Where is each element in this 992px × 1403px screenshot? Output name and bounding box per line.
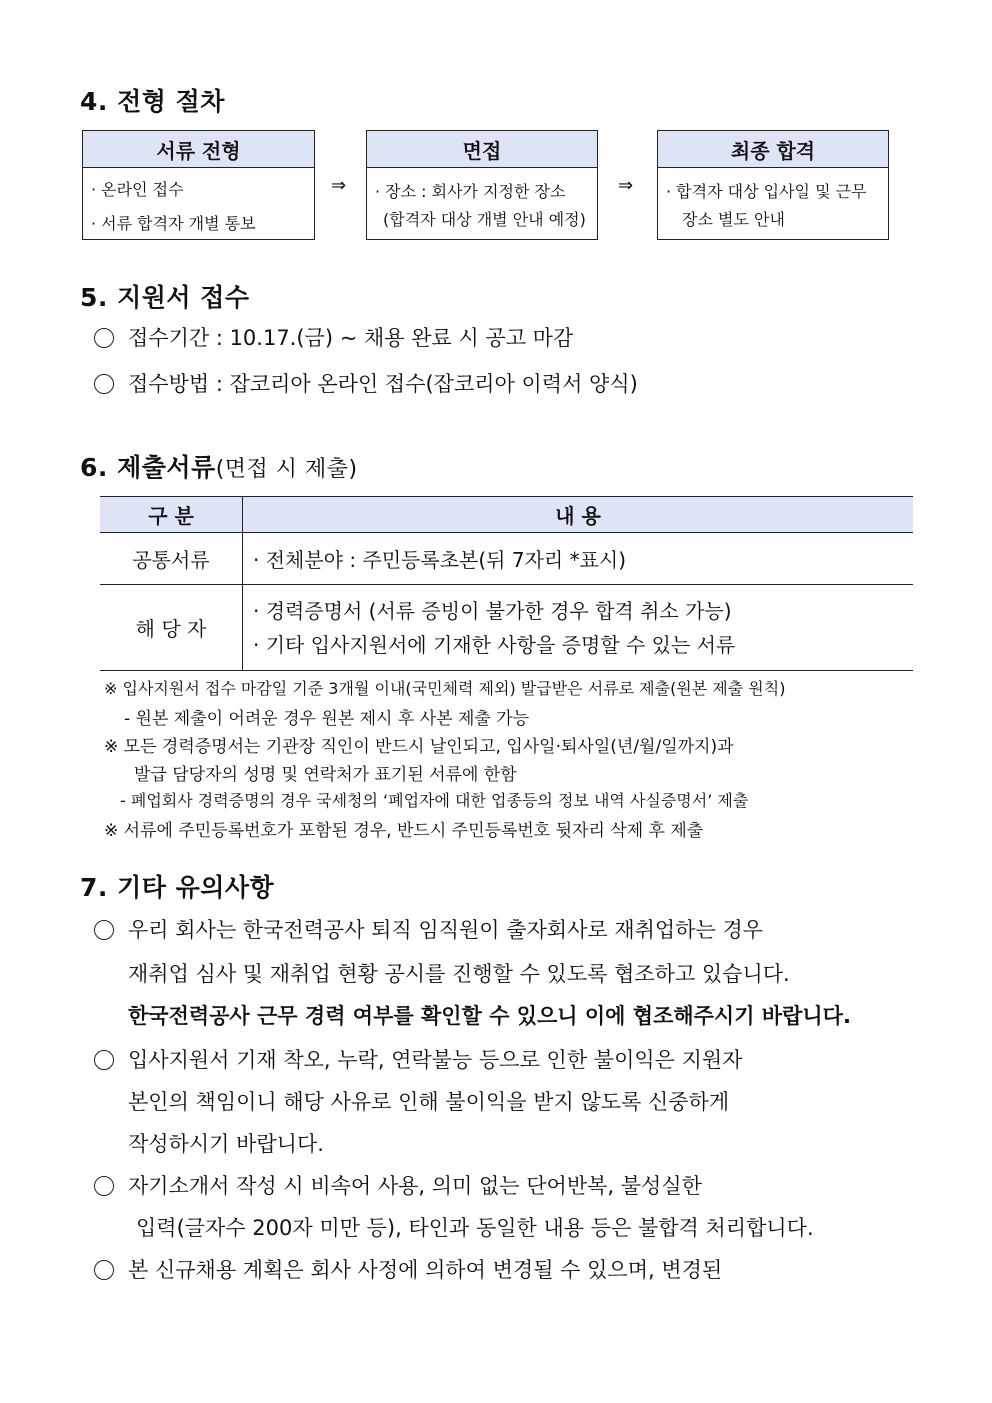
- note-line: - 폐업회사 경력증명의 경우 국세청의 ‘폐업자에 대한 업종등의 정보 내역 사실증명서’ 제출: [120, 791, 749, 810]
- list-item: [94, 322, 573, 352]
- notice-line: 본인의 책임이니 해당 사유로 인해 불이익을 받지 않도록 신중하게: [128, 1090, 730, 1114]
- list-item: [94, 1170, 702, 1200]
- row-label: 해 당 자: [100, 585, 243, 671]
- notice-line-bold: 한국전력공사 근무 경력 여부를 확인할 수 있으니 이에 협조해주시기 바랍니다.: [128, 1004, 851, 1028]
- documents-table: [100, 496, 913, 671]
- section-6-heading: [80, 448, 358, 484]
- stage-title: 최종 합격: [658, 131, 888, 168]
- list-item: [94, 914, 763, 944]
- circle-bullet-icon: [94, 1260, 114, 1280]
- row-content-line: · 경력증명서 (서류 증빙이 불가한 경우 합격 취소 가능): [253, 598, 732, 623]
- note-line: 발급 담당자의 성명 및 연락처가 표기된 서류에 한함: [134, 765, 517, 785]
- section-5-heading: 5. 지원서 접수: [80, 283, 250, 312]
- circle-bullet-icon: [94, 328, 114, 348]
- stage-document-screening: [82, 130, 315, 240]
- row-content-line: · 기타 입사지원서에 기재한 사항을 증명할 수 있는 서류: [253, 632, 736, 657]
- section-4-heading: 4. 전형 절차: [80, 87, 225, 116]
- table-header-category: 구 분: [100, 497, 243, 533]
- arrow-icon: ⇒: [331, 175, 347, 196]
- stage-line: · 장소 : 회사가 지정한 장소: [375, 182, 566, 201]
- notice-line: 자기소개서 작성 시 비속어 사용, 의미 없는 단어반복, 불성실한: [128, 1174, 702, 1198]
- circle-bullet-icon: [94, 1050, 114, 1070]
- note-line: - 원본 제출이 어려운 경우 원본 제시 후 사본 제출 가능: [124, 709, 530, 729]
- circle-bullet-icon: [94, 374, 114, 394]
- row-label: 공통서류: [100, 533, 243, 585]
- stage-title: 면접: [367, 131, 597, 168]
- circle-bullet-icon: [94, 920, 114, 940]
- notice-line: 입사지원서 기재 착오, 누락, 연락불능 등으로 인한 불이익은 지원자: [128, 1048, 743, 1072]
- section-6-subtitle: (면접 시 제출): [215, 457, 358, 482]
- notice-line: 입력(글자수 200자 미만 등), 타인과 동일한 내용 등은 불합격 처리합니다.: [136, 1216, 814, 1240]
- stage-title: 서류 전형: [83, 131, 314, 168]
- notice-line: 재취업 심사 및 재취업 현황 공시를 진행할 수 있도록 협조하고 있습니다.: [128, 962, 790, 986]
- stage-final-pass: [657, 130, 889, 240]
- table-row: [100, 585, 913, 671]
- table-header-content: 내 용: [555, 504, 601, 528]
- note-line: ※ 모든 경력증명서는 기관장 직인이 반드시 날인되고, 입사일·퇴사일(년/월/일까지)과: [104, 737, 734, 757]
- section-6-title: 6. 제출서류: [80, 453, 216, 482]
- notice-line: 우리 회사는 한국전력공사 퇴직 임직원이 출자회사로 재취업하는 경우: [128, 918, 764, 942]
- table-header-row: [100, 497, 913, 533]
- stage-interview: [366, 130, 598, 240]
- stage-line: · 합격자 대상 입사일 및 근무: [666, 182, 867, 201]
- stage-line: 장소 별도 안내: [682, 210, 785, 229]
- application-method: 접수방법 : 잡코리아 온라인 접수(잡코리아 이력서 양식): [128, 372, 638, 396]
- list-item: [94, 1044, 742, 1074]
- notice-line: 작성하시기 바랍니다.: [128, 1132, 324, 1156]
- stage-line: · 온라인 접수: [91, 180, 184, 199]
- table-row: [100, 533, 913, 585]
- application-period: 접수기간 : 10.17.(금) ~ 채용 완료 시 공고 마감: [128, 326, 574, 350]
- list-item: [94, 368, 638, 398]
- stage-line: · 서류 합격자 개별 통보: [91, 214, 256, 233]
- section-7-heading: 7. 기타 유의사항: [80, 873, 275, 902]
- notice-line: 본 신규채용 계획은 회사 사정에 의하여 변경될 수 있으며, 변경된: [128, 1258, 723, 1282]
- arrow-icon: ⇒: [618, 175, 634, 196]
- row-content: · 전체분야 : 주민등록초본(뒤 7자리 *표시): [253, 548, 627, 572]
- stage-line: (합격자 대상 개별 안내 예정): [383, 210, 586, 229]
- circle-bullet-icon: [94, 1176, 114, 1196]
- note-line: ※ 서류에 주민등록번호가 포함된 경우, 반드시 주민등록번호 뒷자리 삭제 후 제출: [104, 821, 704, 841]
- list-item: [94, 1254, 722, 1284]
- row-content: [243, 585, 914, 671]
- note-line: ※ 입사지원서 접수 마감일 기준 3개월 이내(국민체력 제외) 발급받은 서류로 제출(원본 제출 원칙): [104, 679, 786, 698]
